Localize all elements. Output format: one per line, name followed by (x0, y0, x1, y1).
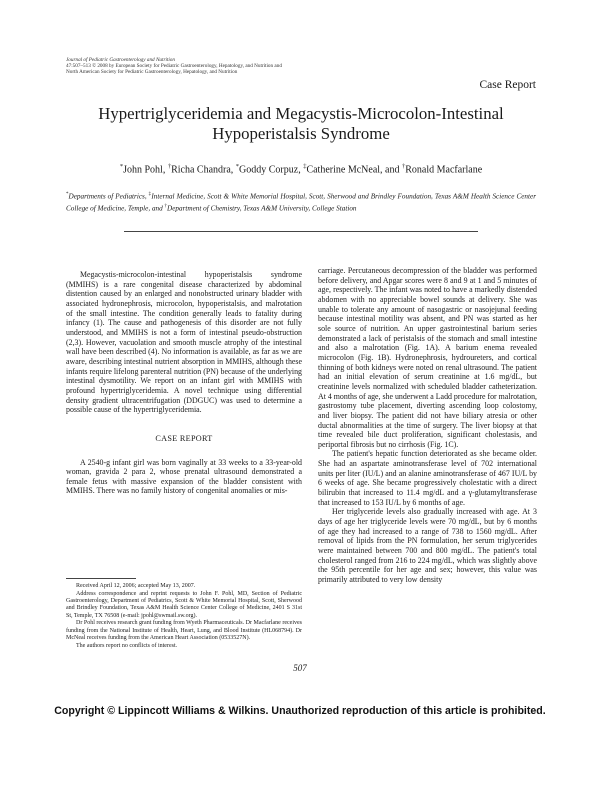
copyright-notice: Copyright © Lippincott Williams & Wilkins. Unauthorized reproduction of this article is prohibited. (54, 705, 546, 717)
affiliation-text: Departments of Pediatrics, (68, 192, 149, 201)
article-title (66, 104, 536, 144)
body-paragraph: The patient's hepatic function deteriorated as she became older. She had an aspartate aminotransferase level of 702 international units per liter (IU/L) and an alanine aminotransferase of 467 IU/L by 6 weeks of age. She became progressively cholestatic with a direct bilirubin that increased to 11.4 mg/dL and a γ-glutamyltransferase that increased to 153 IU/L by 6 months of age. (318, 449, 537, 507)
author-mark: * (235, 163, 240, 170)
affiliation-text: Department of Chemistry, Texas A&M University, College Station (167, 204, 357, 213)
body-paragraph: carriage. Percutaneous decompression of the bladder was performed before delivery, and Apgar scores were 8 and 9 at 1 and 5 minutes of age, respectively. The infant was noted to have a markedly distended abdomen with no appreciable bowel sounds at delivery. She was unable to tolerate any amount of nasogastric or nasojejunal feeding because intestinal motility was absent, and PN was started as her sole source of nutrition. An upper gastrointestinal barium series demonstrated a lack of peristalsis of the stomach and small intestine and also a malrotation (Fig. 1A). A barium enema revealed microcolon (Fig. 1B). Hydronephrosis, hydroureters, and cortical thinning of both kidneys were noted on renal ultrasound. The patient had an initial elevation of serum creatinine at 1.6 mg/dL, but creatinine levels normalized with scheduled bladder catheterization. At 4 months of age, she underwent a Ladd procedure for malrotation, gastrostomy tube placement, diverting ascending loop colostomy, and liver biopsy. The patient did not have biliary atresia or other ductal abnormalities at the time of surgery. The liver biopsy at that time revealed bile duct proliferation, significant cholestasis, and periportal fibrosis but no cirrhosis (Fig. 1C). (318, 266, 537, 449)
journal-society: North American Society for Pediatric Gastroenterology, Hepatology, and Nutrition (66, 69, 238, 75)
author-name: Richa Chandra, (171, 164, 234, 176)
body-paragraph: Her triglyceride levels also gradually increased with age. At 3 days of age her triglyceride levels were 70 mg/dL, but by 6 months of age they had increased to a range of 738 to 1560 mg/dL. After removal of lipids from the PN formulation, her serum triglycerides were maintained between 700 and 800 mg/dL. The patient's total cholesterol ranged from 216 to 224 mg/dL, which was slightly above the 95th percentile for her age and sex; however, this value was primarily attributed to very low density (318, 507, 537, 584)
affiliations (66, 190, 536, 214)
footnotes (66, 583, 302, 651)
footnote-rule (66, 578, 136, 579)
author-mark: * (119, 163, 124, 170)
affiliation-mark: † (164, 203, 168, 209)
funding-note: Dr Pohl receives research grant funding from Wyeth Pharmaceuticals. Dr Macfarlane receives funding from the National Institute of Health, Heart, Lung, and Blood Institute (HL068794). Dr McNeal receives funding from the American Heart Association (0533527N). (66, 620, 302, 642)
author-name: Catherine McNeal, and (306, 164, 400, 176)
journal-citation: 47:507–513 © 2008 by European Society for Pediatric Gastroenterology, Hepatology, and Nutrition and (66, 63, 282, 69)
page-number: 507 (293, 663, 307, 673)
affiliation-mark: ‡ (148, 192, 152, 197)
author-mark: † (401, 163, 406, 170)
affiliation-text: Internal Medicine, Scott & White Memorial Hospital, Scott, Sherwood and Brindley Foundation, Texas A&M Health Science Center College of Medicine, Temple, and (66, 192, 537, 213)
journal-name: Journal of Pediatric Gastroenterology and Nutrition (66, 57, 175, 63)
author-mark: † (167, 163, 172, 170)
case-paragraph: A 2540-g infant girl was born vaginally at 33 weeks to a 33-year-old woman, gravida 2 para 2, whose prenatal ultrasound demonstrated a female fetus with massive expansion of the bladder consistent with MMIHS. There was no family history of congenital anomalies or mis- (66, 457, 302, 496)
conflicts-note: The authors report no conflicts of interest. (76, 642, 178, 649)
intro-paragraph: Megacystis-microcolon-intestinal hypoperistalsis syndrome (MMIHS) is a rare congenital disease characterized by abdominal distention caused by an enlarged and nonobstructed urinary bladder with associated hydronephrosis, microcolon, hypoperistalsis, and malrotation of the small intestine. The condition generally leads to fatality during infancy (1). The cause and pathogenesis of this disorder are not fully understood, and MMIHS is not a form of intestinal pseudo-obstruction (2,3). However, vacuolation and smooth muscle atrophy of the intestinal wall have been described (4). No information is available, as far as we are aware, describing intestinal nutrient absorption in MMIHS, although these infants require lifelong parenteral nutrition (PN) because of the underlying intestinal dysmotility. We report on an infant girl with MMIHS with profound hypertriglyceridemia. A novel technique using differential density gradient ultracentrifugation (DDGUC) was used to determine a possible cause of the hypertriglyceridemia. (66, 270, 302, 415)
header-divider (124, 231, 478, 232)
author-name: Ronald Macfarlane (405, 164, 483, 176)
right-column (318, 266, 537, 585)
correspondence-note: Address correspondence and reprint requests to John F. Pohl, MD, Section of Pediatric Gastroenterology, Department of Pediatrics, Scott & White Memorial Hospital, Scott, Sherwood and Brindley Foundation, Texas A&M Health Science Center College of Medicine, 2401 S 31st St, Temple, TX 76508 (e-mail: jpohl@swmail.sw.org). (66, 590, 302, 619)
journal-header (66, 57, 536, 75)
author-name: Goddy Corpuz, (239, 164, 301, 176)
affiliation-mark: * (66, 192, 69, 197)
article-type: Case Report (479, 79, 536, 91)
author-name: John Pohl, (123, 164, 166, 176)
title-line-1: Hypertriglyceridemia and Megacystis-Microcolon-Intestinal (98, 104, 504, 123)
author-list (66, 163, 536, 175)
left-column (66, 270, 302, 496)
received-note: Received April 12, 2006; accepted May 13, 2007. (76, 583, 196, 589)
title-line-2: Hypoperistalsis Syndrome (212, 124, 390, 143)
case-report-heading: CASE REPORT (155, 433, 213, 443)
author-mark: ‡ (303, 163, 307, 170)
